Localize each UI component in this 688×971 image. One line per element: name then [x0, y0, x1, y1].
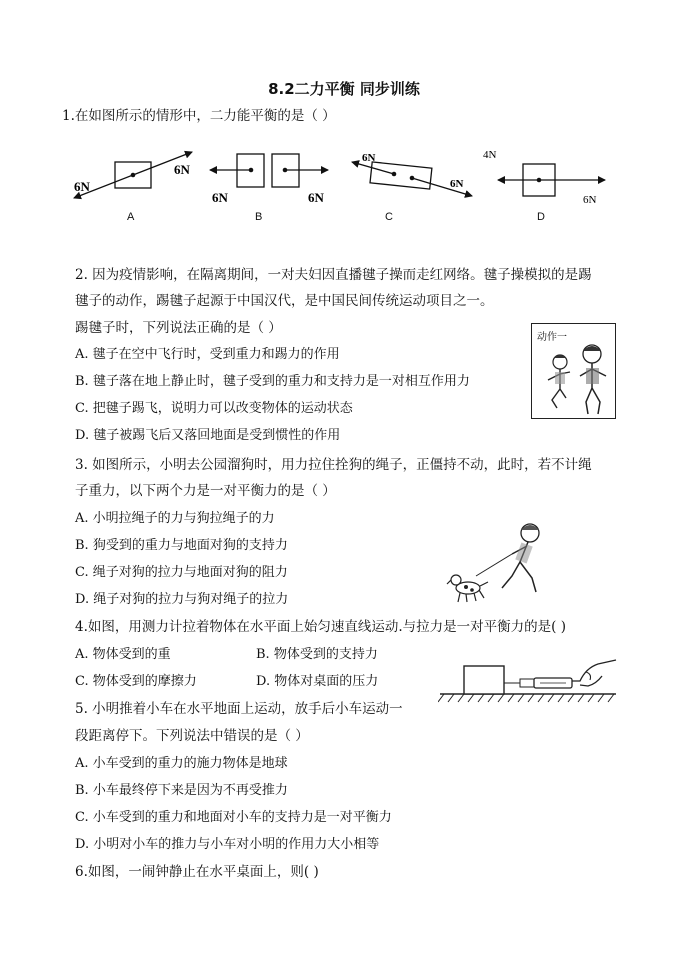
figure-a: [74, 152, 192, 198]
q1-stem: 1.在如图所示的情形中，二力能平衡的是（ ）: [62, 108, 336, 124]
boy-walking-dog-icon: [432, 518, 562, 608]
q1-label-a: A: [127, 211, 135, 223]
q1-a-force-left: 6N: [74, 179, 90, 194]
q3-stem-line1: 3. 如图所示，小明去公园溜狗时，用力拉住拴狗的绳子，正僵持不动，此时，若不计绳: [75, 457, 592, 473]
q4-option-b: B. 物体受到的支持力: [256, 647, 378, 662]
q5-option-c: C. 小车受到的重力和地面对小车的支持力是一对平衡力: [75, 810, 392, 825]
q2-illustration: [531, 323, 616, 419]
q3-option-c: C. 绳子对狗的拉力与地面对狗的阻力: [75, 565, 288, 580]
q1-figures: [60, 140, 640, 230]
block-c: [370, 162, 432, 189]
q1-label-d: D: [537, 211, 545, 223]
q3-stem-line2: 子重力，以下两个力是一对平衡力的是（ ）: [75, 483, 336, 499]
q4-option-c: C. 物体受到的摩擦力: [75, 674, 197, 689]
q2-stem-line1: 2. 因为疫情影响，在隔离期间，一对夫妇因直播毽子操而走红网络。毽子操模拟的是踢: [75, 267, 592, 283]
shuttlecock-dancers-icon: [532, 324, 617, 420]
q5-stem-line1: 5. 小明推着小车在水平地面上运动，放手后小车运动一: [75, 701, 403, 717]
q3-option-b: B. 狗受到的重力与地面对狗的支持力: [75, 538, 288, 553]
q1-c-force-left: 6N: [362, 152, 376, 164]
q4-option-d: D. 物体对桌面的压力: [256, 674, 379, 689]
q2-option-c: C. 把毽子踢飞，说明力可以改变物体的运动状态: [75, 401, 353, 416]
figure-b: [210, 154, 328, 205]
figure-d: [483, 149, 605, 206]
q1-d-force-right: 6N: [583, 194, 597, 206]
q1-b-force-right: 6N: [308, 190, 324, 205]
q5-option-d: D. 小明对小车的推力与小车对小明的作用力大小相等: [75, 837, 380, 852]
q5-stem-line2: 段距离停下。下列说法中错误的是（ ）: [75, 728, 309, 744]
q1-a-force-right: 6N: [174, 162, 190, 177]
q2-option-d: D. 毽子被踢飞后又落回地面是受到惯性的作用: [75, 428, 341, 443]
spring-scale-pulling-block-icon: [438, 650, 618, 710]
page-title: 8.2二力平衡 同步训练: [268, 80, 420, 98]
q2-option-a: A. 毽子在空中飞行时，受到重力和踢力的作用: [75, 347, 340, 362]
q6-stem: 6.如图，一闹钟静止在水平桌面上，则( ): [75, 864, 319, 880]
q1-b-force-left: 6N: [212, 190, 228, 205]
q3-option-d: D. 绳子对狗的拉力与狗对绳子的拉力: [75, 592, 289, 607]
q2-stem-line2: 毽子的动作，踢毽子起源于中国汉代，是中国民间传统运动项目之一。: [75, 293, 494, 309]
q2-stem-line3: 踢毽子时，下列说法正确的是（ ）: [75, 320, 282, 336]
q1-label-b: B: [255, 211, 263, 223]
q1-c-force-right: 6N: [450, 178, 464, 190]
q2-image-caption: 动作一: [537, 332, 567, 343]
q4-option-a: A. 物体受到的重: [75, 647, 171, 662]
q1-d-force-left: 4N: [483, 149, 497, 161]
q5-option-b: B. 小车最终停下来是因为不再受推力: [75, 783, 288, 798]
q1-label-c: C: [385, 211, 393, 223]
q3-option-a: A. 小明拉绳子的力与狗拉绳子的力: [75, 511, 275, 526]
q4-stem: 4.如图，用测力计拉着物体在水平面上始匀速直线运动.与拉力是一对平衡力的是( ): [75, 619, 566, 635]
q5-option-a: A. 小车受到的重力的施力物体是地球: [75, 756, 288, 771]
figure-c: [352, 152, 472, 196]
q2-option-b: B. 毽子落在地上静止时，毽子受到的重力和支持力是一对相互作用力: [75, 374, 470, 389]
block: [464, 666, 504, 694]
